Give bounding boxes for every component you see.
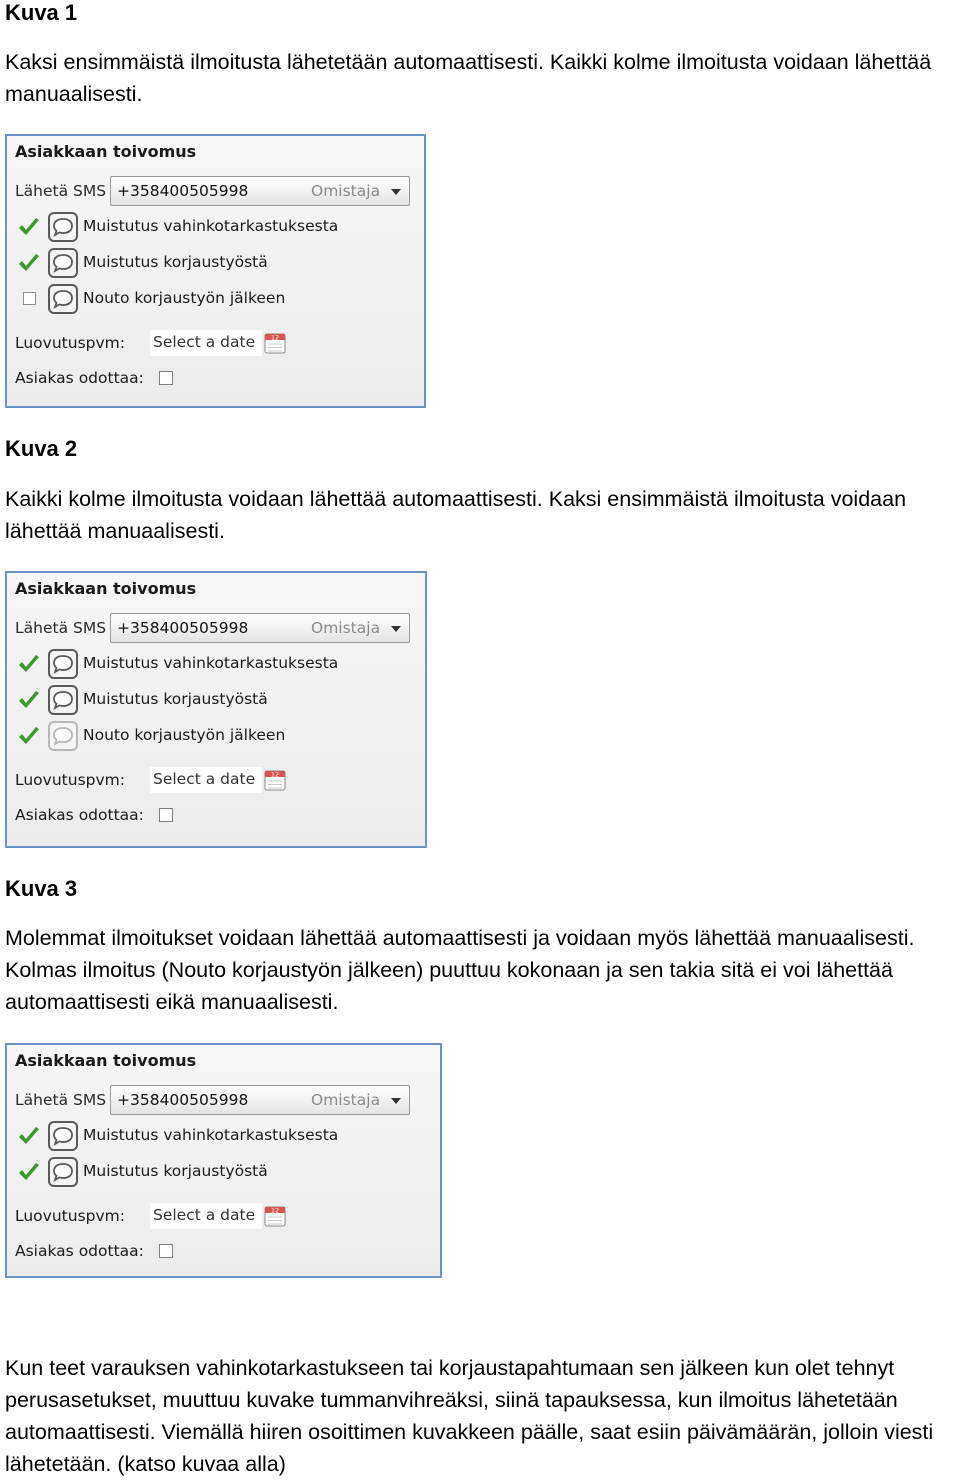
recipient-role: Omistaja (311, 619, 381, 637)
auto-send-check-icon[interactable] (17, 216, 41, 238)
date-placeholder: Select a date (153, 1206, 256, 1224)
send-sms-label: Lähetä SMS (15, 1091, 107, 1109)
chevron-down-icon (391, 189, 401, 195)
send-message-icon[interactable] (48, 685, 78, 715)
auto-send-check-icon[interactable] (17, 252, 41, 274)
send-message-icon[interactable] (48, 248, 78, 278)
notification-label: Muistutus korjaustyöstä (83, 253, 268, 271)
customer-waiting-checkbox[interactable] (159, 808, 173, 822)
notification-row (17, 212, 397, 242)
auto-send-check-icon[interactable] (17, 653, 41, 675)
notification-row (17, 649, 397, 679)
notification-row (17, 685, 397, 715)
customer-waiting-label: Asiakas odottaa: (15, 1242, 144, 1260)
section-heading: Kuva 1 (5, 0, 78, 25)
delivery-date-label: Luovutuspvm: (15, 1207, 125, 1225)
delivery-date-input[interactable] (150, 330, 262, 356)
panel-title: Asiakkaan toivomus (15, 1051, 197, 1070)
sms-recipient-dropdown[interactable] (110, 1085, 410, 1115)
delivery-date-input[interactable] (150, 1203, 262, 1229)
notification-label: Muistutus vahinkotarkastuksesta (83, 217, 339, 235)
customer-preference-panel (5, 134, 426, 408)
phone-number: +358400505998 (117, 182, 249, 200)
delivery-date-input[interactable] (150, 767, 262, 793)
customer-preference-panel (5, 1043, 442, 1278)
calendar-icon[interactable] (263, 331, 287, 355)
section-description: Kaikki kolme ilmoitusta voidaan lähettää automaattisesti. Kaksi ensimmäistä ilmoitusta voidaan lähettää manuaalisesti. (5, 487, 907, 543)
calendar-icon[interactable] (263, 1204, 287, 1228)
customer-waiting-label: Asiakas odottaa: (15, 369, 144, 387)
send-message-icon[interactable] (48, 284, 78, 314)
section-heading: Kuva 3 (5, 876, 78, 901)
svg-text:12: 12 (270, 770, 280, 779)
auto-send-check-icon[interactable] (17, 1125, 41, 1147)
notification-label: Nouto korjaustyön jälkeen (83, 289, 286, 307)
delivery-date-label: Luovutuspvm: (15, 334, 125, 352)
customer-waiting-checkbox[interactable] (159, 371, 173, 385)
sms-recipient-dropdown[interactable] (110, 176, 410, 206)
auto-send-check-icon[interactable] (17, 689, 41, 711)
svg-text:12: 12 (270, 333, 280, 342)
calendar-icon[interactable] (263, 768, 287, 792)
phone-number: +358400505998 (117, 619, 249, 637)
phone-number: +358400505998 (117, 1091, 249, 1109)
notification-label: Nouto korjaustyön jälkeen (83, 726, 286, 744)
notification-row (17, 1121, 397, 1151)
send-message-icon[interactable] (48, 212, 78, 242)
notification-row (17, 284, 397, 314)
auto-send-check-icon[interactable] (17, 725, 41, 747)
send-sms-label: Lähetä SMS (15, 182, 107, 200)
recipient-role: Omistaja (311, 1091, 381, 1109)
auto-send-checkbox[interactable] (23, 292, 36, 305)
notification-label: Muistutus korjaustyöstä (83, 690, 268, 708)
sms-recipient-dropdown[interactable] (110, 613, 410, 643)
notification-label: Muistutus vahinkotarkastuksesta (83, 1126, 339, 1144)
auto-send-check-icon[interactable] (17, 1161, 41, 1183)
panel-title: Asiakkaan toivomus (15, 579, 197, 598)
delivery-date-label: Luovutuspvm: (15, 771, 125, 789)
date-placeholder: Select a date (153, 333, 256, 351)
section-description: Kaksi ensimmäistä ilmoitusta lähetetään automaattisesti. Kaikki kolme ilmoitusta voidaan lähettää manuaalisesti. (5, 50, 932, 106)
recipient-role: Omistaja (311, 182, 381, 200)
send-message-disabled-icon (48, 721, 78, 751)
panel-title: Asiakkaan toivomus (15, 142, 197, 161)
chevron-down-icon (391, 626, 401, 632)
customer-waiting-label: Asiakas odottaa: (15, 806, 144, 824)
date-placeholder: Select a date (153, 770, 256, 788)
section-heading: Kuva 2 (5, 436, 78, 461)
notification-row (17, 721, 397, 751)
notification-row (17, 1157, 397, 1187)
section-description: Molemmat ilmoitukset voidaan lähettää automaattisesti ja voidaan myös lähettää manuaalisesti. Kolmas ilmoitus (Nouto korjaustyön jälkeen) puuttuu kokonaan ja sen takia sitä ei voi lähettää automaattisesti eikä manuaalisesti. (5, 926, 915, 1014)
customer-waiting-checkbox[interactable] (159, 1244, 173, 1258)
svg-text:12: 12 (270, 1206, 280, 1215)
notification-row (17, 248, 397, 278)
chevron-down-icon (391, 1098, 401, 1104)
send-message-icon[interactable] (48, 1121, 78, 1151)
notification-label: Muistutus vahinkotarkastuksesta (83, 654, 339, 672)
send-message-icon[interactable] (48, 649, 78, 679)
send-sms-label: Lähetä SMS (15, 619, 107, 637)
customer-preference-panel (5, 571, 427, 848)
footer-description: Kun teet varauksen vahinkotarkastukseen tai korjaustapahtumaan sen jälkeen kun olet tehnyt perusasetukset, muuttuu kuvake tummanvihreäksi, siinä tapauksessa, kun ilmoitus lähetetään automaattisesti. Viemällä hiiren osoittimen kuvakkeen päälle, saat esiin päivämäärän, jolloin viesti lähetetään. (katso kuvaa alla) (5, 1356, 934, 1476)
notification-label: Muistutus korjaustyöstä (83, 1162, 268, 1180)
send-message-icon[interactable] (48, 1157, 78, 1187)
